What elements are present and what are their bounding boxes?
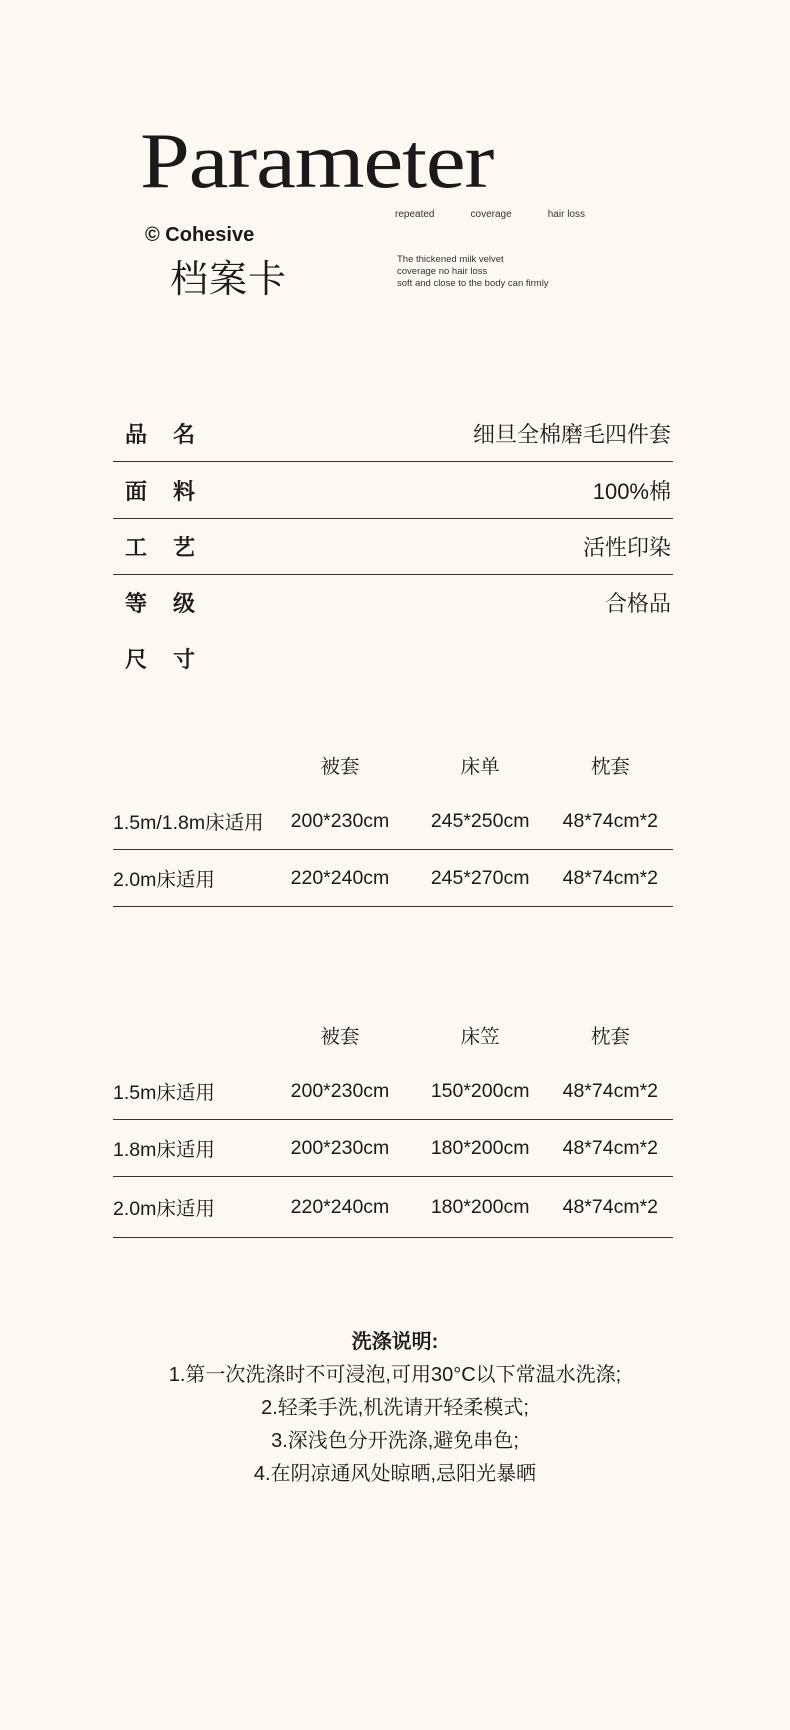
size-table-fitted	[113, 1007, 673, 1238]
table-header-cell: 被套	[320, 756, 360, 778]
wash-item: 2.轻柔手洗,机洗请开轻柔模式;	[261, 1397, 529, 1419]
table-cell: 245*270cm	[430, 866, 530, 889]
table-cell: 48*74cm*2	[562, 809, 659, 832]
tag-coverage: coverage	[470, 209, 512, 220]
tag-repeated: repeated	[395, 209, 435, 220]
table-cell: 220*240cm	[290, 1195, 390, 1218]
table-cell: 245*250cm	[430, 809, 530, 832]
size-table-sheet	[113, 737, 673, 907]
table-row	[113, 1063, 673, 1120]
wash-instructions	[0, 1326, 790, 1491]
table-row	[113, 1177, 673, 1238]
table-cell: 200*230cm	[290, 1079, 390, 1102]
param-value: 活性印染	[582, 534, 671, 560]
table-cell: 1.8m床适用	[113, 1139, 215, 1161]
table-header-cell: 床笠	[460, 1026, 500, 1048]
brand-name: © Cohesive	[145, 224, 255, 246]
table-header-cell: 床单	[460, 756, 500, 778]
tag-list	[395, 209, 585, 220]
table-header-cell: 枕套	[590, 1026, 630, 1048]
page-title: Parameter	[140, 117, 494, 204]
table-row	[113, 850, 673, 907]
description-line: soft and close to the body can firmly	[397, 278, 549, 289]
table-cell: 1.5m床适用	[113, 1082, 215, 1104]
table-cell: 2.0m床适用	[113, 1198, 215, 1220]
param-row-grade	[113, 574, 673, 630]
table-cell: 150*200cm	[430, 1079, 530, 1102]
param-label: 工艺	[125, 534, 222, 560]
description-line: coverage no hair loss	[397, 266, 488, 277]
description-line: The thickened milk velvet	[397, 254, 504, 265]
param-label: 尺寸	[125, 646, 222, 672]
table-cell: 48*74cm*2	[562, 1079, 659, 1102]
param-label: 面料	[125, 478, 222, 504]
table-header	[113, 737, 673, 793]
table-cell: 220*240cm	[290, 866, 390, 889]
table-row	[113, 1120, 673, 1177]
table-row	[113, 793, 673, 850]
param-label: 品名	[125, 421, 222, 447]
param-row-name	[113, 405, 673, 462]
param-value: 100%棉	[592, 478, 671, 504]
param-row-craft	[113, 518, 673, 575]
param-row-fabric	[113, 462, 673, 519]
wash-title: 洗涤说明:	[351, 1331, 439, 1353]
wash-item: 1.第一次洗涤时不可浸泡,可用30°C以下常温水洗涤;	[168, 1364, 622, 1386]
param-row-size	[113, 630, 673, 686]
table-cell: 200*230cm	[290, 1136, 390, 1159]
table-header-cell: 枕套	[590, 756, 630, 778]
wash-item: 4.在阴凉通风处晾晒,忌阳光暴晒	[253, 1463, 537, 1485]
table-header-cell: 被套	[320, 1026, 360, 1048]
table-cell: 48*74cm*2	[562, 1195, 659, 1218]
table-cell: 180*200cm	[430, 1136, 530, 1159]
table-header	[113, 1007, 673, 1063]
table-cell: 48*74cm*2	[562, 866, 659, 889]
tag-hair-loss: hair loss	[547, 209, 585, 220]
cn-title: 档案卡	[170, 259, 288, 301]
param-value: 合格品	[604, 590, 671, 616]
table-cell: 48*74cm*2	[562, 1136, 659, 1159]
table-cell: 200*230cm	[290, 809, 390, 832]
param-label: 等级	[125, 590, 222, 616]
description	[397, 254, 549, 290]
table-cell: 2.0m床适用	[113, 869, 215, 891]
table-cell: 1.5m/1.8m床适用	[113, 812, 264, 834]
table-cell: 180*200cm	[430, 1195, 530, 1218]
wash-item: 3.深浅色分开洗涤,避免串色;	[271, 1430, 519, 1452]
param-value: 细旦全棉磨毛四件套	[472, 421, 671, 447]
